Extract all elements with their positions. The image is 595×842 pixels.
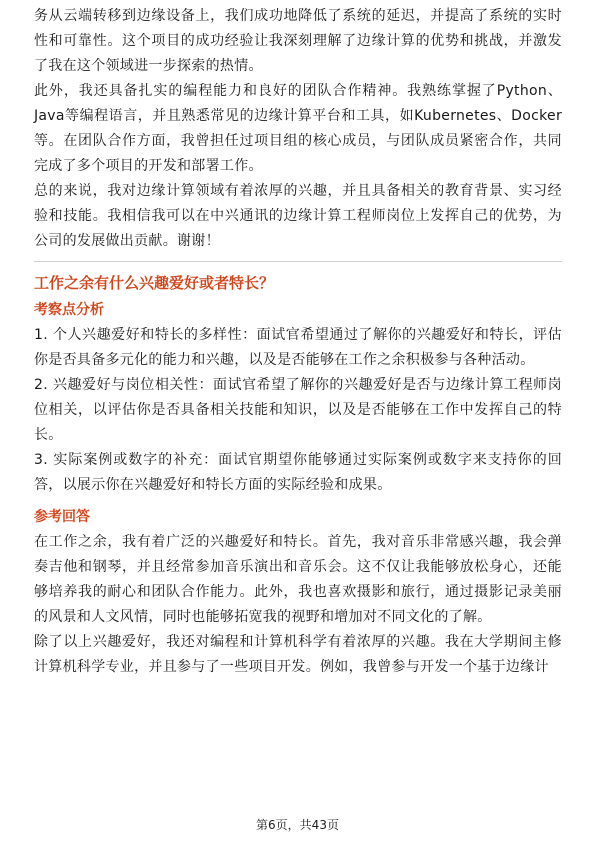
answer-paragraph: 在工作之余，我有着广泛的兴趣爱好和特长。首先，我对音乐非常感兴趣，我会弹奏吉他和钢琴，并且经常参加音乐演出和音乐会。这不仅让我能够放松身心，还能够培养我的耐心和团队合作能力。此外，我也喜欢摄影和旅行，通过摄影记录美丽的风景和人文风情，同时也能够拓宽我的视野和增加对不同文化的了解。: [34, 534, 562, 625]
analysis-heading: 考察点分析: [34, 302, 104, 318]
answer-heading: 参考回答: [34, 509, 90, 525]
section-divider: [34, 261, 562, 262]
answer-paragraph: 除了以上兴趣爱好，我还对编程和计算机科学有着浓厚的兴趣。我在大学期间主修计算机科学专业，并且参与了一些项目开发。例如，我曾参与开发一个基于边缘计: [34, 634, 562, 675]
question-heading: 工作之余有什么兴趣爱好或者特长？: [34, 274, 275, 292]
page-footer: 第6页，共43页: [256, 818, 339, 832]
intro-paragraph: 此外，我还具备扎实的编程能力和良好的团队合作精神。我熟练掌握了Python、Java等编程语言，并且熟悉常见的边缘计算平台和工具，如Kubernetes、Docker等。在团队合作方面，我曾担任过项目组的核心成员，与团队成员紧密合作，共同完成了多个项目的开发和部署工作。: [34, 83, 562, 174]
analysis-item: 3. 实际案例或数字的补充：面试官期望你能够通过实际案例或数字来支持你的回答，以展示你在兴趣爱好和特长方面的实际经验和成果。: [34, 452, 562, 493]
page-content: [34, 4, 562, 680]
intro-paragraph: 务从云端转移到边缘设备上，我们成功地降低了系统的延迟，并提高了系统的实时性和可靠性。这个项目的成功经验让我深刻理解了边缘计算的优势和挑战，并激发了我在这个领域进一步探索的热情。: [34, 8, 562, 74]
analysis-item: 2. 兴趣爱好与岗位相关性：面试官希望了解你的兴趣爱好是否与边缘计算工程师岗位相关，以评估你是否具备相关技能和知识，以及是否能够在工作中发挥自己的特长。: [34, 377, 562, 443]
intro-paragraph: 总的来说，我对边缘计算领域有着浓厚的兴趣，并且具备相关的教育背景、实习经验和技能。我相信我可以在中兴通讯的边缘计算工程师岗位上发挥自己的优势，为公司的发展做出贡献。谢谢！: [34, 183, 562, 249]
analysis-item: 1. 个人兴趣爱好和特长的多样性：面试官希望通过了解你的兴趣爱好和特长，评估你是否具备多元化的能力和兴趣，以及是否能够在工作之余积极参与各种活动。: [34, 327, 562, 368]
